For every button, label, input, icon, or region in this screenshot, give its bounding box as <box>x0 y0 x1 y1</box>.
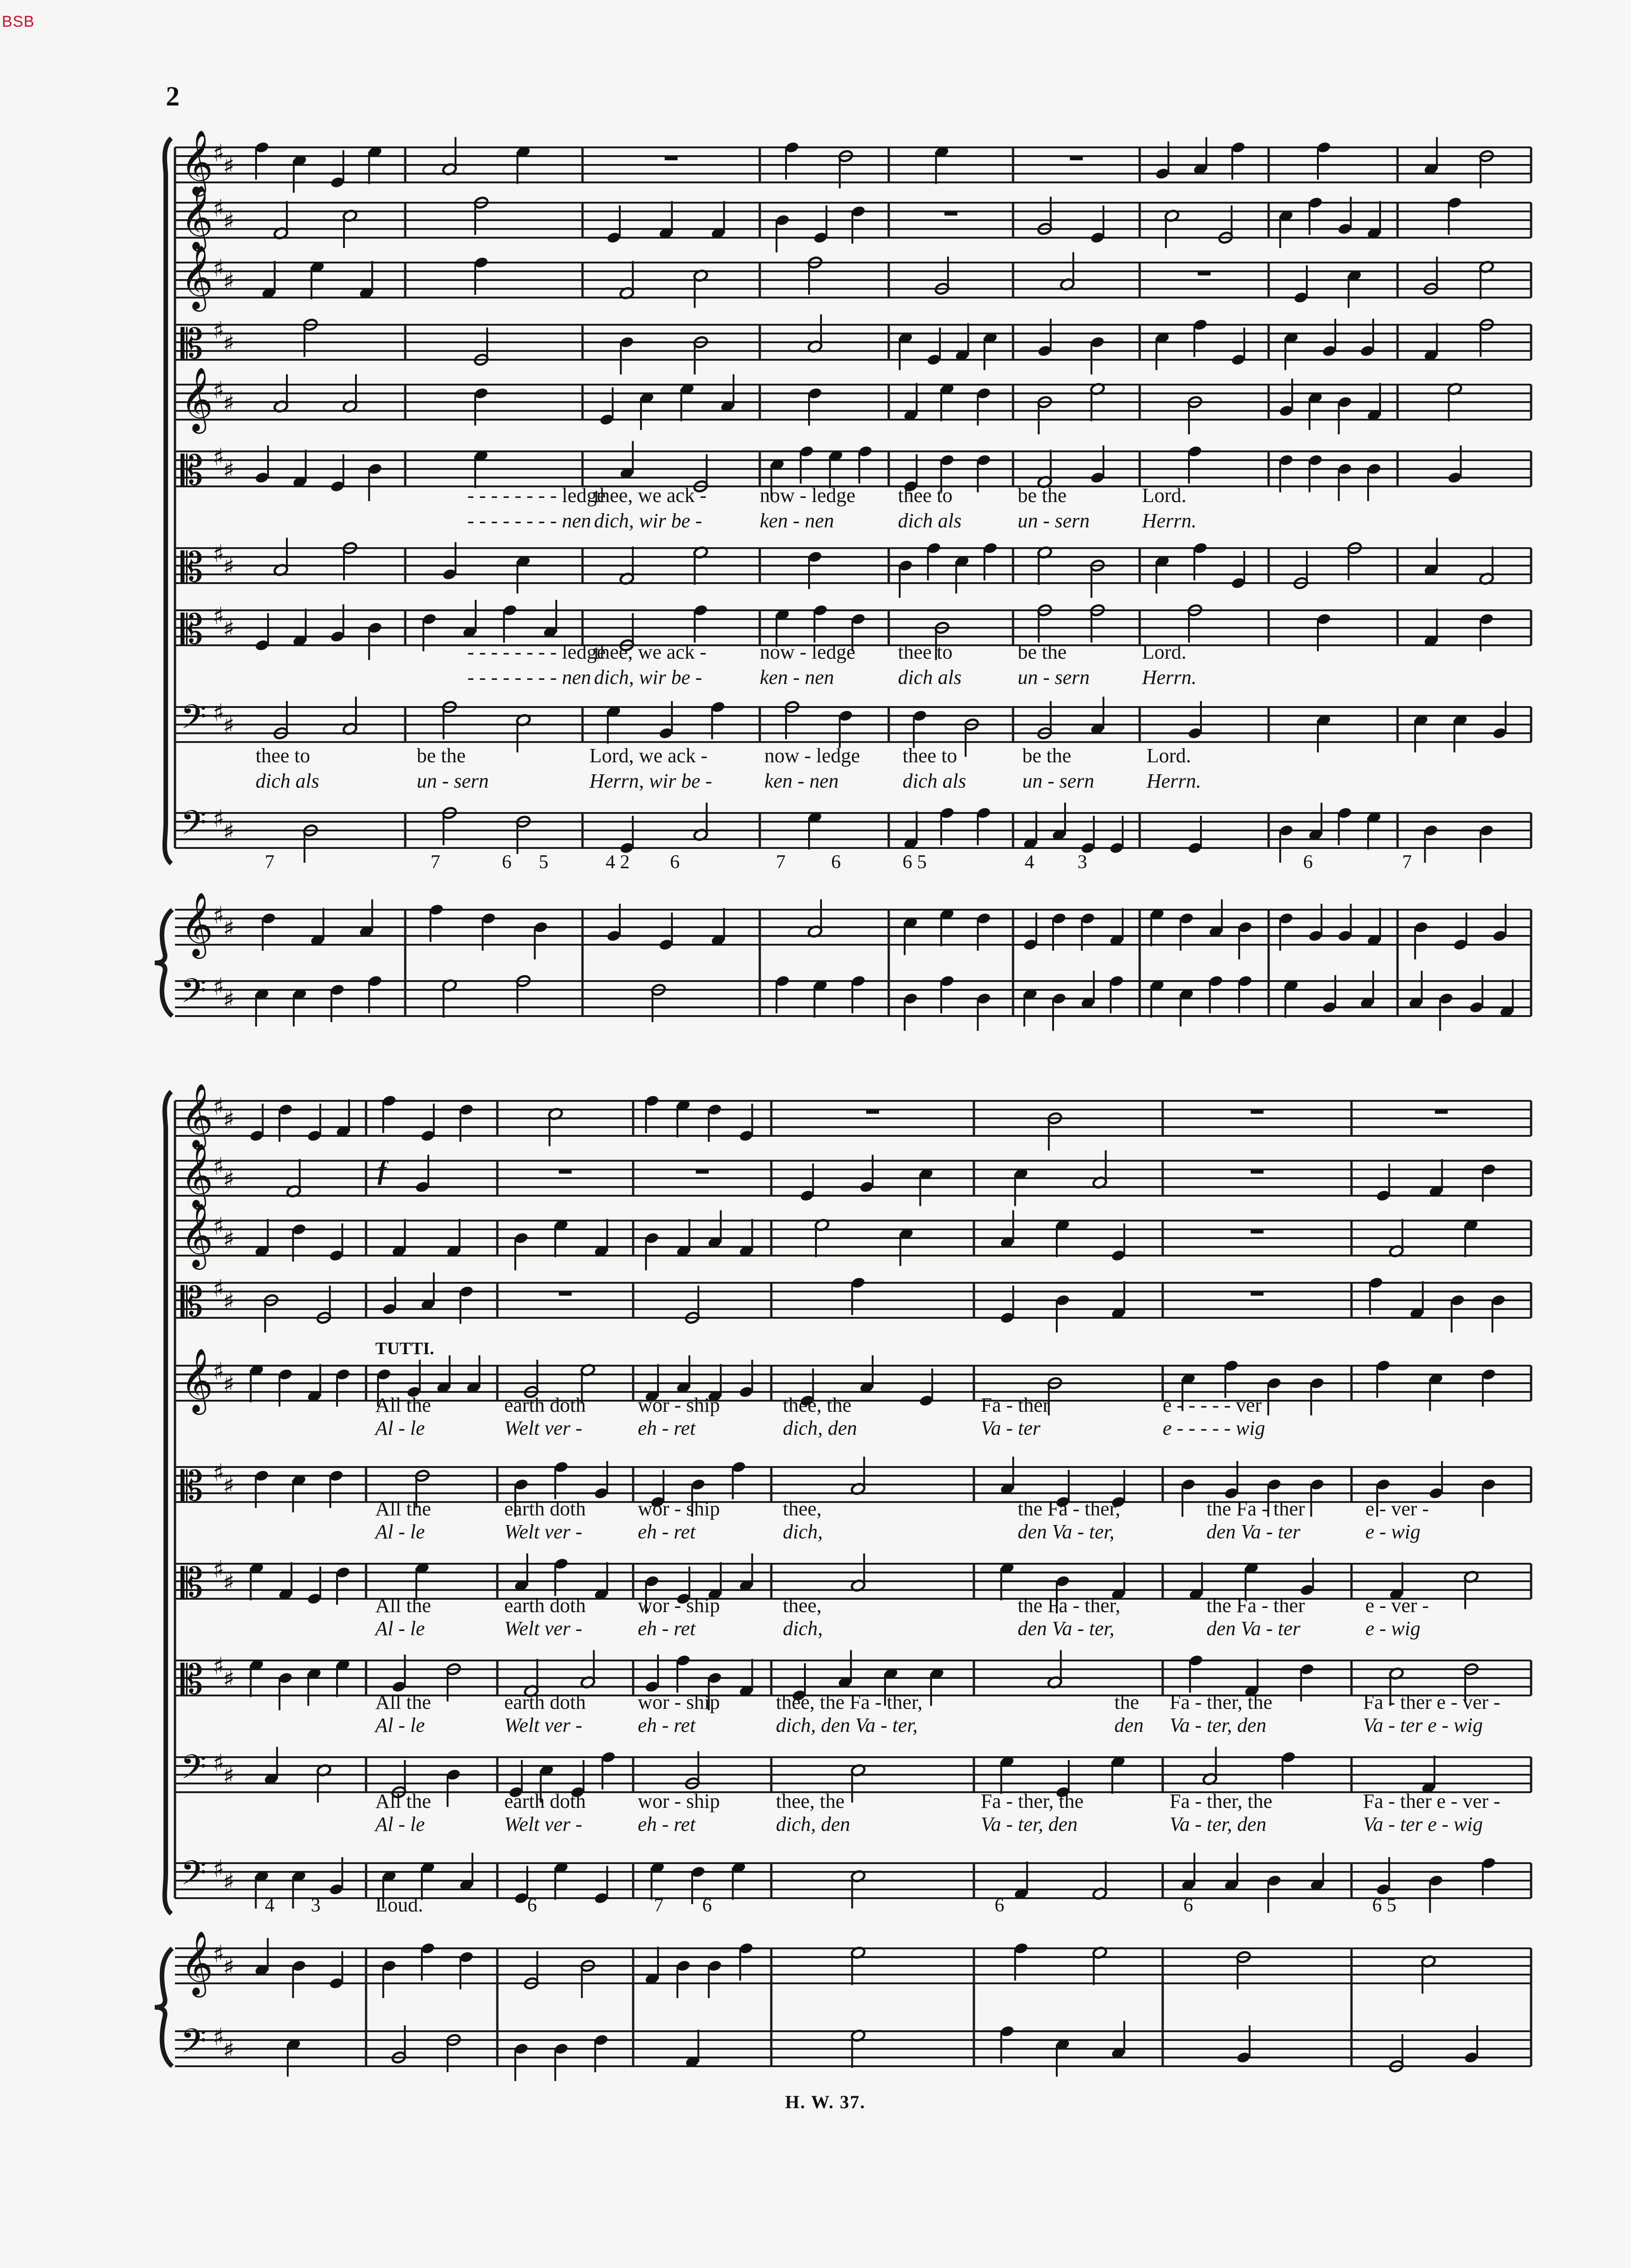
lyric-s1-alto-en-5: be the <box>1018 484 1067 507</box>
lyric-s2-alto-en-4: thee, <box>783 1497 822 1520</box>
lyric-s1-tenor-en-4: thee to <box>898 641 953 663</box>
figure-s1-8: 6 <box>831 852 841 873</box>
lyric-s2-bass-en-3: wor - ship <box>638 1790 720 1812</box>
lyric-s1-tenor-de-1: - - - - - - - - nen <box>467 666 591 689</box>
lyric-s2-bass-de-2: Welt ver - <box>504 1813 582 1835</box>
treble-clef-icon: 𝄞 <box>181 1931 213 1995</box>
alto-clef-icon: 𝄡 <box>181 544 204 591</box>
lyric-s1-tenor-de-5: un - sern <box>1018 666 1090 689</box>
lyric-s2-ten1-en-4: thee, <box>783 1594 822 1617</box>
figure-s1-9: 6 5 <box>903 852 927 873</box>
figure-s1-2: 7 <box>431 852 440 873</box>
lyric-s2-sop-en-5: Fa - ther <box>981 1394 1050 1416</box>
piano-brace <box>155 910 172 1016</box>
whole-rest <box>1251 1229 1264 1233</box>
piano-brace <box>155 1948 172 2066</box>
alto-clef-icon: 𝄡 <box>181 1462 204 1510</box>
lyric-s1-alto-de-3: ken - nen <box>760 509 834 532</box>
figure-s1-10: 4 <box>1025 852 1034 873</box>
lyric-s1-bass-en-3: Lord, we ack - <box>589 744 708 767</box>
lyric-s2-sop-en-4: thee, the <box>783 1394 852 1416</box>
system-1 <box>155 130 1531 1031</box>
whole-rest <box>944 211 957 216</box>
sharp-icon: ♯ <box>213 1941 225 1968</box>
lyric-s1-bass-en-5: thee to <box>903 744 957 767</box>
bass-clef-icon: 𝄢 <box>181 971 207 1018</box>
figure-s2-4: 7 <box>654 1895 664 1916</box>
lyric-s2-ten2-de-4: dich, den Va - ter, <box>776 1714 918 1736</box>
sharp-icon: ♯ <box>213 1093 225 1121</box>
lyric-s2-sop-en-3: wor - ship <box>638 1394 720 1416</box>
lyric-s1-tenor-de-4: dich als <box>898 666 962 689</box>
sharp-icon: ♯ <box>223 1226 235 1253</box>
lyric-s1-tenor-en-5: be the <box>1018 641 1067 663</box>
alto-clef-icon: 𝄡 <box>181 1559 204 1607</box>
sharp-icon: ♯ <box>223 915 235 942</box>
lyric-s2-ten2-de-7: Va - ter e - wig <box>1363 1714 1483 1736</box>
system-bracket <box>165 1092 171 1914</box>
lyric-s2-bass-de-3: eh - ret <box>638 1813 696 1835</box>
lyric-s1-bass-de-4: ken - nen <box>764 770 839 792</box>
loud-marking: Loud. <box>375 1894 423 1916</box>
lyric-s2-sop-de-4: dich, den <box>783 1417 857 1439</box>
sharp-icon: ♯ <box>213 805 225 833</box>
sharp-icon: ♯ <box>213 195 225 222</box>
lyric-s2-bass-en-1: All the <box>375 1790 431 1812</box>
lyric-s2-ten1-de-7: e - wig <box>1365 1617 1421 1640</box>
sharp-icon: ♯ <box>223 268 235 295</box>
bass-clef-icon: 𝄢 <box>181 1853 207 1900</box>
lyric-s1-tenor-en-6: Lord. <box>1142 641 1187 663</box>
lyric-s2-alto-en-5: the Fa - ther, <box>1018 1497 1121 1520</box>
sharp-icon: ♯ <box>223 1569 235 1596</box>
sharp-icon: ♯ <box>213 1358 225 1385</box>
system-1-figured-bass <box>265 852 1412 873</box>
lyric-s2-ten1-en-3: wor - ship <box>638 1594 720 1617</box>
sharp-icon: ♯ <box>223 208 235 235</box>
lyric-s1-bass-en-4: now - ledge <box>764 744 860 767</box>
sharp-icon: ♯ <box>213 1855 225 1883</box>
page-number: 2 <box>166 81 180 111</box>
whole-rest <box>696 1169 709 1174</box>
lyric-s2-alto-en-6: the Fa - ther <box>1206 1497 1305 1520</box>
sharp-icon: ♯ <box>223 986 235 1014</box>
lyric-s1-tenor-de-3: ken - nen <box>760 666 834 689</box>
figure-s2-7: 6 <box>1183 1895 1193 1916</box>
lyric-s2-ten2-de-2: Welt ver - <box>504 1714 582 1736</box>
whole-rest <box>1070 156 1083 160</box>
lyric-s1-bass-en-6: be the <box>1022 744 1072 767</box>
lyric-s1-tenor-en-3: now - ledge <box>760 641 856 663</box>
treble-clef-icon: 𝄞 <box>181 892 213 956</box>
sharp-icon: ♯ <box>213 377 225 404</box>
lyric-s2-ten1-de-1: Al - le <box>375 1617 425 1640</box>
lyric-s1-tenor-en-2: thee, we ack - <box>594 641 707 663</box>
treble-clef-icon: 𝄞 <box>181 1083 213 1147</box>
alto-clef-icon: 𝄡 <box>181 447 204 494</box>
alto-clef-icon: 𝄡 <box>181 1656 204 1703</box>
sharp-icon: ♯ <box>213 1153 225 1181</box>
lyric-s2-ten2-de-1: Al - le <box>375 1714 425 1736</box>
lyric-s2-alto-de-4: dich, <box>783 1520 823 1543</box>
bass-clef-icon: 𝄢 <box>181 697 207 744</box>
lyric-s2-alto-de-5: den Va - ter, <box>1018 1520 1115 1543</box>
sharp-icon: ♯ <box>223 1106 235 1134</box>
lyric-s1-alto-en-2: thee, we ack - <box>594 484 707 507</box>
figure-s1-12: 6 <box>1303 852 1313 873</box>
figure-s1-13: 7 <box>1402 852 1412 873</box>
lyric-s1-alto-en-6: Lord. <box>1142 484 1187 507</box>
lyric-s1-alto-de-1: - - - - - - - - nen <box>467 509 591 532</box>
figure-s2-2: 3 <box>311 1895 320 1916</box>
lyric-s2-ten1-de-2: Welt ver - <box>504 1617 582 1640</box>
sharp-icon: ♯ <box>223 1166 235 1193</box>
lyric-s2-bass-de-5: Va - ter, den <box>981 1813 1078 1835</box>
lyric-s2-ten1-en-7: e - ver - <box>1365 1594 1429 1617</box>
lyric-s2-ten2-de-5: den <box>1114 1714 1144 1736</box>
lyric-s2-ten2-en-3: wor - ship <box>638 1691 720 1713</box>
lyric-s2-bass-de-6: Va - ter, den <box>1170 1813 1267 1835</box>
alto-clef-icon: 𝄡 <box>181 320 204 368</box>
lyric-s2-ten2-en-4: thee, the Fa - ther, <box>776 1691 923 1713</box>
sharp-icon: ♯ <box>213 699 225 727</box>
figure-s1-5: 4 2 <box>606 852 630 873</box>
lyric-s1-bass-de-6: un - sern <box>1022 770 1095 792</box>
figure-s2-8: 6 5 <box>1372 1895 1397 1916</box>
sharp-icon: ♯ <box>213 140 225 167</box>
whole-rest <box>1251 1292 1264 1296</box>
whole-rest <box>559 1169 572 1174</box>
lyric-s1-alto-de-6: Herrn. <box>1142 509 1197 532</box>
lyric-s2-ten1-en-6: the Fa - ther <box>1206 1594 1305 1617</box>
lyric-s1-bass-en-7: Lord. <box>1147 744 1191 767</box>
alto-clef-icon: 𝄡 <box>181 606 204 653</box>
dynamic-forte: f <box>378 1155 387 1185</box>
sharp-icon: ♯ <box>213 1653 225 1680</box>
lyric-s2-ten2-en-6: Fa - ther, the <box>1170 1691 1273 1713</box>
sharp-icon: ♯ <box>213 444 225 471</box>
lyric-s1-alto-en-4: thee to <box>898 484 953 507</box>
lyric-s2-ten1-de-3: eh - ret <box>638 1617 696 1640</box>
sharp-icon: ♯ <box>213 602 225 630</box>
lyric-s2-ten1-en-2: earth doth <box>504 1594 586 1617</box>
sharp-icon: ♯ <box>213 317 225 345</box>
bass-clef-icon: 𝄢 <box>181 803 207 850</box>
lyric-s2-ten2-en-2: earth doth <box>504 1691 586 1713</box>
treble-clef-icon: 𝄞 <box>181 1143 213 1207</box>
lyric-s1-bass-de-5: dich als <box>903 770 967 792</box>
lyric-s1-alto-de-4: dich als <box>898 509 962 532</box>
figure-s2-6: 6 <box>995 1895 1004 1916</box>
bass-clef-icon: 𝄢 <box>181 1747 207 1795</box>
lyric-s2-ten1-en-5: the Fa - ther, <box>1018 1594 1121 1617</box>
sharp-icon: ♯ <box>223 615 235 643</box>
treble-clef-icon: 𝄞 <box>181 1203 213 1267</box>
lyric-s2-bass-de-7: Va - ter e - wig <box>1363 1813 1483 1835</box>
lyric-s2-ten1-de-6: den Va - ter <box>1206 1617 1301 1640</box>
figure-s2-5: 6 <box>702 1895 712 1916</box>
whole-rest <box>1435 1110 1448 1114</box>
sharp-icon: ♯ <box>223 1666 235 1693</box>
treble-clef-icon: 𝄞 <box>181 185 213 249</box>
lyric-s2-bass-en-2: earth doth <box>504 1790 586 1812</box>
sharp-icon: ♯ <box>213 2023 225 2051</box>
sharp-icon: ♯ <box>213 1459 225 1487</box>
sharp-icon: ♯ <box>213 1275 225 1303</box>
lyric-s2-alto-de-6: den Va - ter <box>1206 1520 1301 1543</box>
lyric-s2-alto-en-7: e - ver - <box>1365 1497 1429 1520</box>
sharp-icon: ♯ <box>223 2036 235 2064</box>
sharp-icon: ♯ <box>223 456 235 484</box>
figure-s1-1: 7 <box>265 852 274 873</box>
lyric-s1-tenor-de-6: Herrn. <box>1142 666 1197 689</box>
figure-s2-3: 6 <box>527 1895 537 1916</box>
lyric-s1-alto-en-3: now - ledge <box>760 484 856 507</box>
sharp-icon: ♯ <box>223 1288 235 1315</box>
whole-rest <box>1251 1169 1264 1174</box>
lyric-s2-sop-de-6: e - - - - - wig <box>1163 1417 1265 1439</box>
sharp-icon: ♯ <box>213 1749 225 1777</box>
lyric-s2-ten1-en-1: All the <box>375 1594 431 1617</box>
lyric-s1-tenor-de-2: dich, wir be - <box>594 666 702 689</box>
figure-s1-6: 6 <box>670 852 680 873</box>
sharp-icon: ♯ <box>223 1762 235 1790</box>
bass-clef-icon: 𝄢 <box>181 2021 207 2069</box>
lyric-s1-bass-de-3: Herrn, wir be - <box>589 770 712 792</box>
whole-rest <box>1251 1110 1264 1114</box>
library-watermark: BSB <box>2 13 35 30</box>
lyric-s2-alto-de-1: Al - le <box>375 1520 425 1543</box>
lyric-s2-ten2-en-5: the <box>1114 1691 1139 1713</box>
sharp-icon: ♯ <box>223 152 235 180</box>
lyric-s1-alto-en-1: - - - - - - - - ledge <box>467 484 606 507</box>
figure-s1-3: 6 <box>502 852 512 873</box>
lyric-s2-sop-en-2: earth doth <box>504 1394 586 1416</box>
whole-rest <box>866 1110 879 1114</box>
sharp-icon: ♯ <box>213 973 225 1001</box>
sharp-icon: ♯ <box>223 818 235 846</box>
lyric-s2-ten2-de-3: eh - ret <box>638 1714 696 1736</box>
lyric-s2-ten2-en-1: All the <box>375 1691 431 1713</box>
sharp-icon: ♯ <box>223 1371 235 1398</box>
lyric-s1-bass-de-2: un - sern <box>417 770 489 792</box>
lyric-s2-bass-en-5: Fa - ther, the <box>981 1790 1084 1812</box>
lyric-s2-alto-en-1: All the <box>375 1497 431 1520</box>
system-2 <box>155 1083 1531 2081</box>
tutti-marking: TUTTI. <box>375 1339 434 1358</box>
lyric-s1-bass-de-7: Herrn. <box>1147 770 1201 792</box>
sharp-icon: ♯ <box>223 1868 235 1896</box>
lyric-s2-alto-en-3: wor - ship <box>638 1497 720 1520</box>
whole-rest <box>559 1292 572 1296</box>
system-1-lyrics <box>256 484 1201 792</box>
lyric-s2-alto-en-2: earth doth <box>504 1497 586 1520</box>
sharp-icon: ♯ <box>223 390 235 417</box>
lyric-s1-bass-de-1: dich als <box>256 770 320 792</box>
lyric-s1-alto-de-5: un - sern <box>1018 509 1090 532</box>
lyric-s1-alto-de-2: dich, wir be - <box>594 509 702 532</box>
sharp-icon: ♯ <box>223 1472 235 1500</box>
sharp-icon: ♯ <box>213 540 225 568</box>
treble-clef-icon: 𝄞 <box>181 245 213 309</box>
figure-s1-4: 5 <box>539 852 548 873</box>
lyric-s2-bass-en-7: Fa - ther e - ver - <box>1363 1790 1501 1812</box>
treble-clef-icon: 𝄞 <box>181 130 213 194</box>
lyric-s2-bass-de-1: Al - le <box>375 1813 425 1835</box>
lyric-s2-bass-en-6: Fa - ther, the <box>1170 1790 1273 1812</box>
sharp-icon: ♯ <box>213 1556 225 1584</box>
lyric-s2-ten1-de-5: den Va - ter, <box>1018 1617 1115 1640</box>
figure-s1-7: 7 <box>776 852 786 873</box>
lyric-s2-sop-de-3: eh - ret <box>638 1417 696 1439</box>
lyric-s2-bass-en-4: thee, the <box>776 1790 845 1812</box>
lyric-s2-sop-de-5: Va - ter <box>981 1417 1041 1439</box>
lyric-s2-sop-en-1: All the <box>375 1394 431 1416</box>
lyric-s2-alto-de-7: e - wig <box>1365 1520 1421 1543</box>
lyric-s1-tenor-en-1: - - - - - - - - ledge <box>467 641 606 663</box>
lyric-s1-bass-en-1: thee to <box>256 744 310 767</box>
lyric-s2-ten2-en-7: Fa - ther e - ver - <box>1363 1691 1501 1713</box>
lyric-s2-sop-en-6: e - - - - - ver <box>1163 1394 1262 1416</box>
sharp-icon: ♯ <box>213 255 225 282</box>
plate-number: H. W. 37. <box>785 2092 866 2112</box>
sharp-icon: ♯ <box>223 553 235 581</box>
system-bracket <box>165 138 171 864</box>
whole-rest <box>1198 271 1211 275</box>
lyric-s1-bass-en-2: be the <box>417 744 466 767</box>
whole-rest <box>665 156 678 160</box>
sharp-icon: ♯ <box>213 902 225 929</box>
sharp-icon: ♯ <box>223 330 235 357</box>
sharp-icon: ♯ <box>223 712 235 740</box>
figure-s1-11: 3 <box>1078 852 1087 873</box>
lyric-s2-ten1-de-4: dich, <box>783 1617 823 1640</box>
alto-clef-icon: 𝄡 <box>181 1278 204 1326</box>
sharp-icon: ♯ <box>213 1213 225 1240</box>
lyric-s2-bass-de-4: dich, den <box>776 1813 850 1835</box>
figure-s2-1: 4 <box>265 1895 274 1916</box>
lyric-s2-ten2-de-6: Va - ter, den <box>1170 1714 1267 1736</box>
treble-clef-icon: 𝄞 <box>181 1348 213 1412</box>
lyric-s2-alto-de-2: Welt ver - <box>504 1520 582 1543</box>
lyric-s2-sop-de-2: Welt ver - <box>504 1417 582 1439</box>
lyric-s2-sop-de-1: Al - le <box>375 1417 425 1439</box>
sharp-icon: ♯ <box>223 1953 235 1981</box>
lyric-s2-alto-de-3: eh - ret <box>638 1520 696 1543</box>
treble-clef-icon: 𝄞 <box>181 367 213 431</box>
